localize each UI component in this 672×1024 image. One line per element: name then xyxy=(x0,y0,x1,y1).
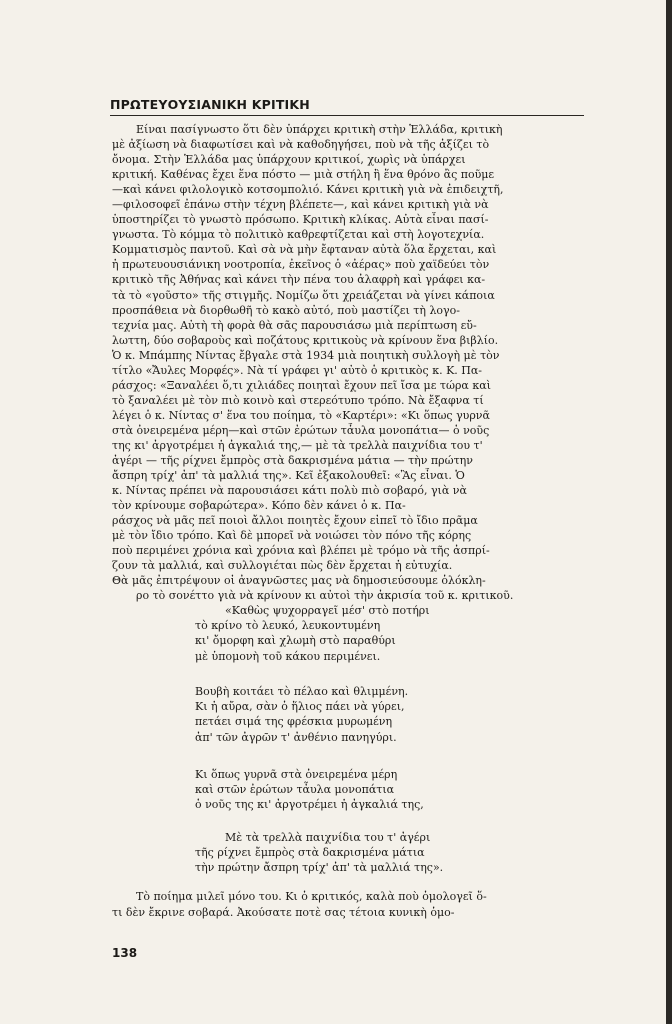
text-line: ἀπ' τῶν ἀγρῶν τ' ἀνθένιο πανηγύρι. xyxy=(195,730,397,744)
text-line: πετάει σιμά της φρέσκια μυρωμένη xyxy=(195,715,393,729)
text-line: ἀγέρι — τῆς ρίχνει ἔμπρὸς στὰ δακρισμένα μάτια — τὴν πρώτην xyxy=(112,454,473,468)
text-line: της κι' ἀργοτρέμει ἡ ἀγκαλιά της,— μὲ τὰ τρελλὰ παιχνίδια του τ' xyxy=(112,438,483,452)
text-line: τεχνία μας. Αὐτὴ τὴ φορὰ θὰ σᾶς παρουσιάσω μιὰ περίπτωση εὔ- xyxy=(112,318,477,332)
text-line: λωττη, δύο σοβαροὺς καὶ ποζάτους κριτικοὺς νὰ κρίνουν ἕνα βιβλίο. xyxy=(112,333,499,347)
text-line: μὲ τὸν ἴδιο τρόπο. Καὶ δὲ μπορεῖ νὰ νοιώσει τὸν πόνο τῆς κόρης xyxy=(112,529,472,543)
text-line: ράσχος νὰ μᾶς πεῖ ποιοὶ ἄλλοι ποιητὲς ἔχουν εἰπεῖ τὸ ἴδιο πρᾶμα xyxy=(112,514,478,528)
text-line: ζουν τὰ μαλλιά, καὶ συλλογιέται πὼς δὲν ἔρχεται ἡ εὐτυχία. xyxy=(112,559,453,573)
poem-stanza-3 xyxy=(195,767,575,813)
poem-stanza-2 xyxy=(195,684,575,745)
text-line: στὰ ὀνειρεμένα μέρη—καὶ στῶν ἐρώτων τἆυλα μονοπάτια— ὁ νοῦς xyxy=(112,423,490,437)
page-edge xyxy=(666,0,672,1024)
text-line: τὸ ξαναλέει μὲ τὸν πιὸ κοινὸ καὶ στερεότυπο τρόπο. Νὰ ἔξαφνα τί xyxy=(112,393,484,407)
text-line: τῆς ρίχνει ἔμπρὸς στὰ δακρισμένα μάτια xyxy=(195,846,425,860)
text-line: Ὁ κ. Μπάμπης Νίντας ἔβγαλε στὰ 1934 μιὰ ποιητικὴ συλλογὴ μὲ τὸν xyxy=(112,348,500,362)
text-line: ἡ πρωτευουσιάνικη νοοτροπία, ἐκεῖνος ὁ «ἀέρας» ποὺ χαϊδεύει τὸν xyxy=(112,258,490,272)
text-line: κριτικὸ τῆς Ἀθήνας καὶ κάνει τὴν πένα του ἀλαφρὴ καὶ γράφει κα- xyxy=(112,273,486,287)
page-title: ΠΡΩΤΕΥΟΥΣΙΑΝΙΚΗ ΚΡΙΤΙΚΗ xyxy=(110,97,310,112)
text-line: καὶ στῶν ἐρώτων τἆυλα μονοπάτια xyxy=(195,783,395,797)
text-line: Κι ἡ αὔρα, σὰν ὁ ἥλιος πάει νὰ γύρει, xyxy=(195,700,405,714)
text-line: ράσχος: «Ξαναλέει ὅ,τι χιλιάδες ποιηταὶ ἔχουν πεῖ ἴσα με τώρα καὶ xyxy=(112,378,491,392)
text-line: Κομματισμὸς παντοῦ. Καὶ σὰ νὰ μὴν ἔφταναν αὐτὰ ὅλα ἔρχεται, καὶ xyxy=(112,243,497,257)
text-line: μὲ ὑπομονὴ τοῦ κάκου περιμένει. xyxy=(195,649,381,663)
text-line: γνωστα. Τὸ κόμμα τὸ πολιτικὸ καθρεφτίζεται καὶ στὴ λογοτεχνία. xyxy=(112,228,485,242)
text-line: τὰ τὸ «γοῦστο» τῆς στιγμῆς. Νομίζω ὅτι χρειάζεται νὰ γίνει κάποια xyxy=(112,288,495,302)
text-line: τὴν πρώτην ἄσπρη τρίχ' ἀπ' τὰ μαλλιά της». xyxy=(195,861,444,875)
text-line: Θὰ μᾶς ἐπιτρέψουν οἱ ἀναγνῶστες μας νὰ δημοσιεύσουμε ὁλόκλη- xyxy=(112,574,486,588)
text-line: ἄσπρη τρίχ' ἀπ' τὰ μαλλιά της». Κεῖ ἐξακολουθεῖ: «Ἂς εἶναι. Ὁ xyxy=(112,469,465,483)
poem-stanza-1 xyxy=(195,603,575,664)
text-line: κριτική. Καθένας ἔχει ἕνα πόστο — μιὰ στήλη ἢ ἕνα θρόνο ἂς ποῦμε xyxy=(112,168,495,182)
text-line: τίτλο «Ἄυλες Μορφές». Νὰ τί γράφει γι' αὐτὸ ὁ κριτικὸς κ. Κ. Πα- xyxy=(112,363,483,377)
poem-stanza-4 xyxy=(195,830,575,876)
text-line: Μὲ τὰ τρελλὰ παιχνίδια του τ' ἀγέρι xyxy=(225,831,431,844)
text-line: —καὶ κάνει φιλολογικὸ κοτσομπολιό. Κάνει κριτικὴ γιὰ νὰ ἐπιδειχτῆ, xyxy=(112,183,504,197)
text-line: Βουβὴ κοιτάει τὸ πέλαο καὶ θλιμμένη. xyxy=(195,685,409,698)
article-body xyxy=(112,122,582,604)
text-line: —φιλοσοφεῖ ἐπάνω στὴν τέχνη βλέπετε—, καὶ κάνει κριτικὴ γιὰ νὰ xyxy=(112,198,489,212)
text-line: μὲ ἀξίωση νὰ διαφωτίσει καὶ νὰ καθοδηγήσει, ποὺ νὰ τῆς ἀξίζει τὸ xyxy=(112,138,490,152)
text-line: κι' ὄμορφη καὶ χλωμὴ στὸ παραθύρι xyxy=(195,634,396,648)
text-line: τι δὲν ἔκρινε σοβαρά. Ἀκούσατε ποτὲ σας τέτοια κυνικὴ ὁμο- xyxy=(112,905,455,919)
text-line: Κι ὅπως γυρνᾶ στὰ ὀνειρεμένα μέρη xyxy=(195,768,398,781)
page-number: 138 xyxy=(112,946,138,960)
text-line: ὄνομα. Στὴν Ἑλλάδα μας ὑπάρχουν κριτικοί, χωρὶς νὰ ὑπάρχει xyxy=(112,153,466,167)
closing-paragraph xyxy=(112,889,582,920)
title-rule xyxy=(110,115,584,116)
text-line: «Καθὼς ψυχορραγεῖ μέσ' στὸ ποτήρι xyxy=(225,604,430,617)
text-line: τὸ κρίνο τὸ λευκό, λευκοντυμένη xyxy=(195,619,381,633)
text-line: ποὺ περιμένει χρόνια καὶ χρόνια καὶ βλέπει μὲ τρόμο νὰ τῆς ἀσπρί- xyxy=(112,544,490,558)
text-line: κ. Νίντας πρέπει νὰ παρουσιάσει κάτι πολὺ πιὸ σοβαρό, γιὰ νὰ xyxy=(112,484,467,498)
text-line: λέγει ὁ κ. Νίντας σ' ἕνα του ποίημα, τὸ «Καρτέρι»: «Κι ὅπως γυρνᾶ xyxy=(112,408,490,422)
text-line: ρο τὸ σονέττο γιὰ νὰ κρίνουν κι αὐτοὶ τὴν ἀκρισία τοῦ κ. κριτικοῦ. xyxy=(136,589,514,603)
text-line: Είναι πασίγνωστο ὅτι δὲν ὑπάρχει κριτικὴ στὴν Ἑλλάδα, κριτικὴ xyxy=(136,123,503,136)
text-line: προσπάθεια νὰ διορθωθῆ τὸ κακὸ αὐτό, ποὺ μαστίζει τὴ λογο- xyxy=(112,303,460,317)
text-line: ὁ νοῦς της κι' ἀργοτρέμει ἡ ἀγκαλιά της, xyxy=(195,798,424,812)
text-line: τὸν κρίνουμε σοβαρώτερα». Κόπο δὲν κάνει ὁ κ. Πα- xyxy=(112,499,406,513)
text-line: Τὸ ποίημα μιλεῖ μόνο του. Κι ὁ κριτικός, καλὰ ποὺ ὁμολογεῖ ὅ- xyxy=(136,890,487,903)
text-line: ὑποστηρίζει τὸ γνωστὸ πρόσωπο. Κριτικὴ κλίκας. Αὐτὰ εἶναι πασί- xyxy=(112,213,489,227)
